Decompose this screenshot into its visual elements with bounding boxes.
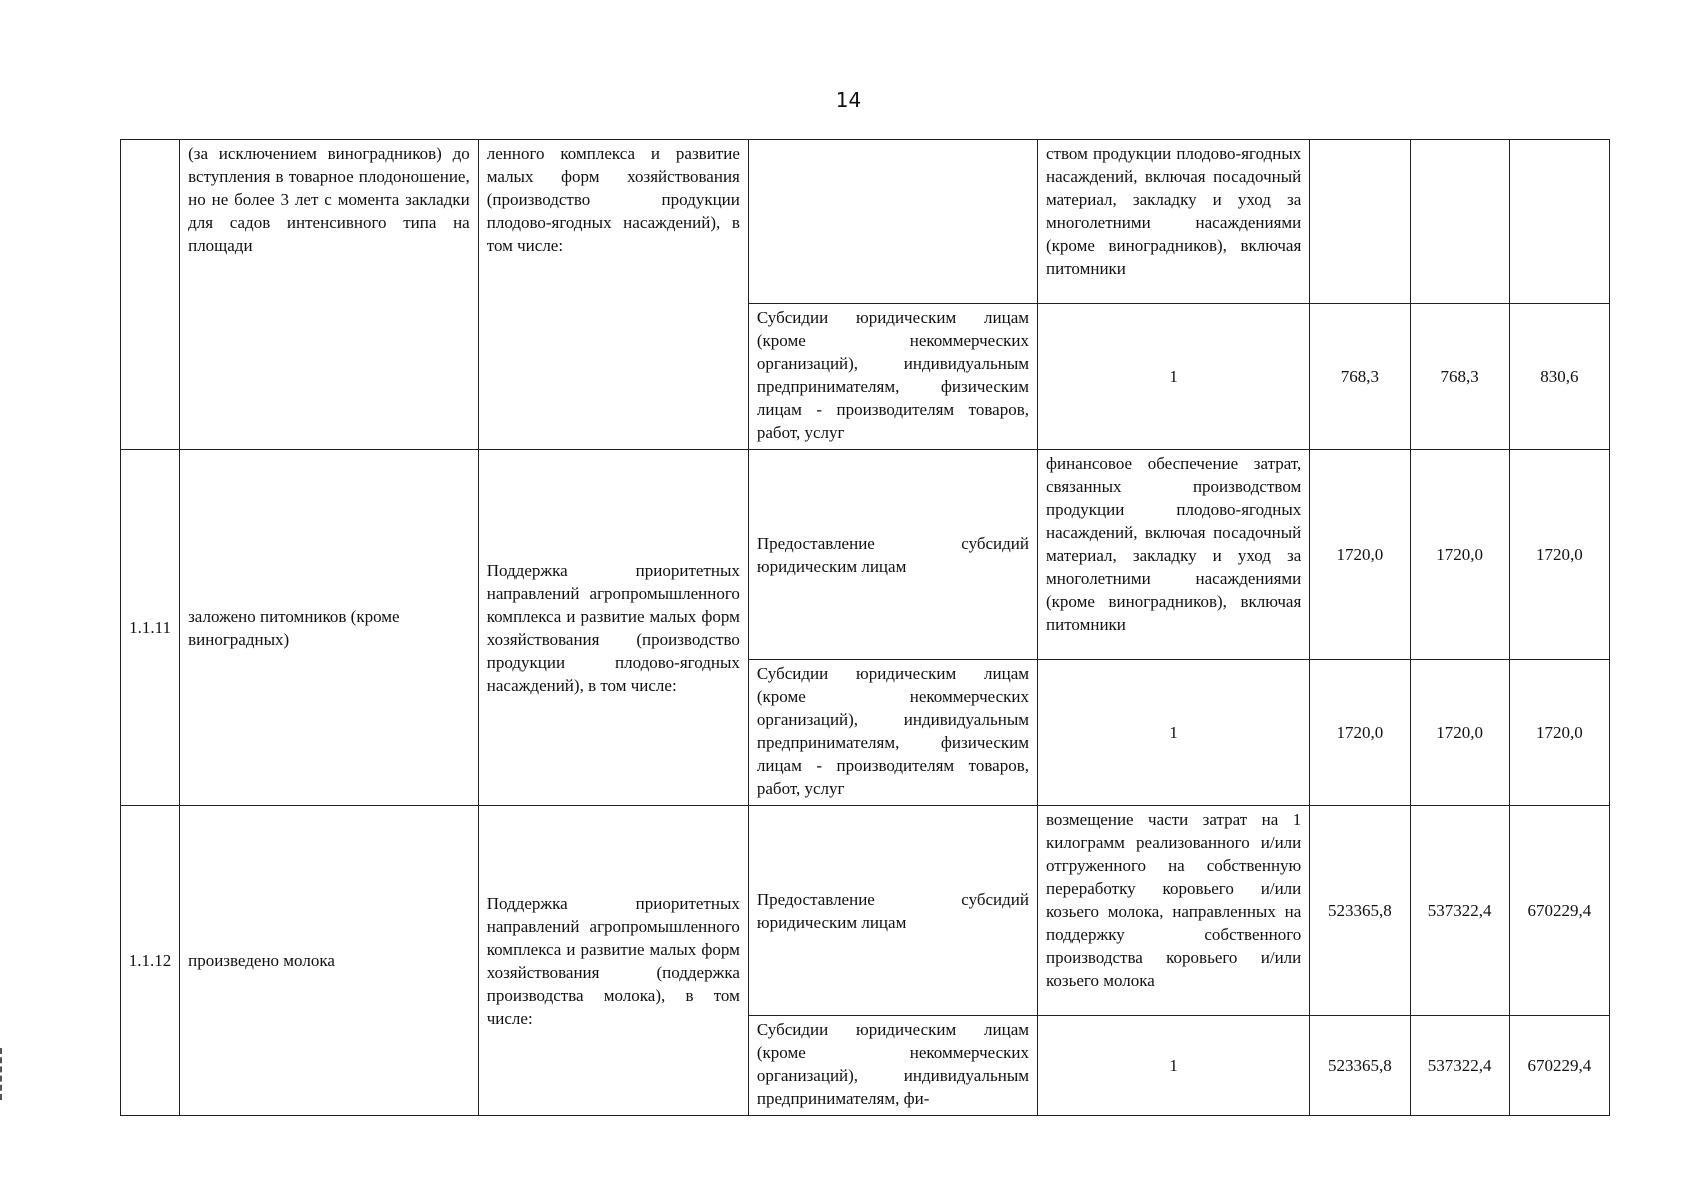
indicator-cell: (за исключением виноградников) до вступления в товарное плодоношение, но не более 3 лет с момента закладки для садов интенсивного типа на площади (180, 140, 479, 450)
value-year-1: 768,3 (1310, 304, 1410, 450)
indicator-cell: заложено питомников (кроме виноградных) (180, 450, 479, 806)
action-cell: Предоставление субсидий юридическим лицам (748, 806, 1037, 1016)
purpose-cell: возмещение части затрат на 1 килограмм реализованного и/или отгруженного на собственную переработку коровьего и/или козьего молока, направленных на поддержку собственного производства коровьего и/или козьего молока (1038, 806, 1310, 1016)
value-year-2: 768,3 (1410, 304, 1509, 450)
table-row (121, 806, 1610, 1016)
value-year-1 (1310, 140, 1410, 304)
value-year-1: 1720,0 (1310, 660, 1410, 806)
action-cell: Предоставление субсидий юридическим лицам (748, 450, 1037, 660)
action-text: Субсидии юридическим лицам (кроме некоммерческих организаций), индивидуальным предпринимателям, фи- (756, 1020, 1030, 1108)
page-number: 14 (835, 88, 862, 112)
table-row (121, 450, 1610, 660)
value-year-2: 1720,0 (1410, 450, 1509, 660)
value-year-1: 1720,0 (1310, 450, 1410, 660)
value-year-3: 670229,4 (1509, 1016, 1609, 1116)
value-year-3 (1509, 140, 1609, 304)
program-measures-table (120, 139, 1610, 1116)
direction-cell: Поддержка приоритетных направлений агропромышленного комплекса и развитие малых форм хозяйствования (поддержка производства молока), в том числе: (478, 806, 748, 1116)
value-year-3: 670229,4 (1509, 806, 1609, 1016)
purpose-cell: 1 (1038, 304, 1310, 450)
action-cell: Субсидии юридическим лицам (кроме некоммерческих организаций), индивидуальным предпринимателям, физическим лицам - производителям товаров, работ, услуг (748, 304, 1037, 450)
row-code (121, 140, 180, 450)
purpose-cell: финансовое обеспечение затрат, связанных производством продукции плодово-ягодных насаждений, включая посадочный материал, закладку и уход за многолетними насаждениями (кроме виноградников), включая питомники (1038, 450, 1310, 660)
purpose-cell: 1 (1038, 660, 1310, 806)
action-cell (748, 140, 1037, 304)
row-code: 1.1.12 (121, 806, 180, 1116)
action-cell (748, 1016, 1037, 1116)
value-year-1: 523365,8 (1310, 1016, 1410, 1116)
value-year-3: 1720,0 (1509, 450, 1609, 660)
value-year-2: 1720,0 (1410, 660, 1509, 806)
table-row (121, 140, 1610, 304)
value-year-3: 1720,0 (1509, 660, 1609, 806)
value-year-2: 537322,4 (1410, 1016, 1509, 1116)
purpose-cell: 1 (1038, 1016, 1310, 1116)
value-year-3: 830,6 (1509, 304, 1609, 450)
value-year-2: 537322,4 (1410, 806, 1509, 1016)
action-cell: Субсидии юридическим лицам (кроме некоммерческих организаций), индивидуальным предпринимателям, физическим лицам - производителям товаров, работ, услуг (748, 660, 1037, 806)
value-year-2 (1410, 140, 1509, 304)
indicator-cell: произведено молока (180, 806, 479, 1116)
direction-cell: ленного комплекса и развитие малых форм хозяйствования (производство продукции плодово-ягодных насаждений), в том числе: (478, 140, 748, 450)
value-year-1: 523365,8 (1310, 806, 1410, 1016)
purpose-cell: ством продукции плодово-ягодных насаждений, включая посадочный материал, закладку и уход за многолетними насаждениями (кроме виноградников), включая питомники (1038, 140, 1310, 304)
direction-cell: Поддержка приоритетных направлений агропромышленного комплекса и развитие малых форм хозяйствования (производство продукции плодово-ягодных насаждений), в том числе: (478, 450, 748, 806)
scan-edge-marks (0, 1048, 8, 1100)
row-code: 1.1.11 (121, 450, 180, 806)
